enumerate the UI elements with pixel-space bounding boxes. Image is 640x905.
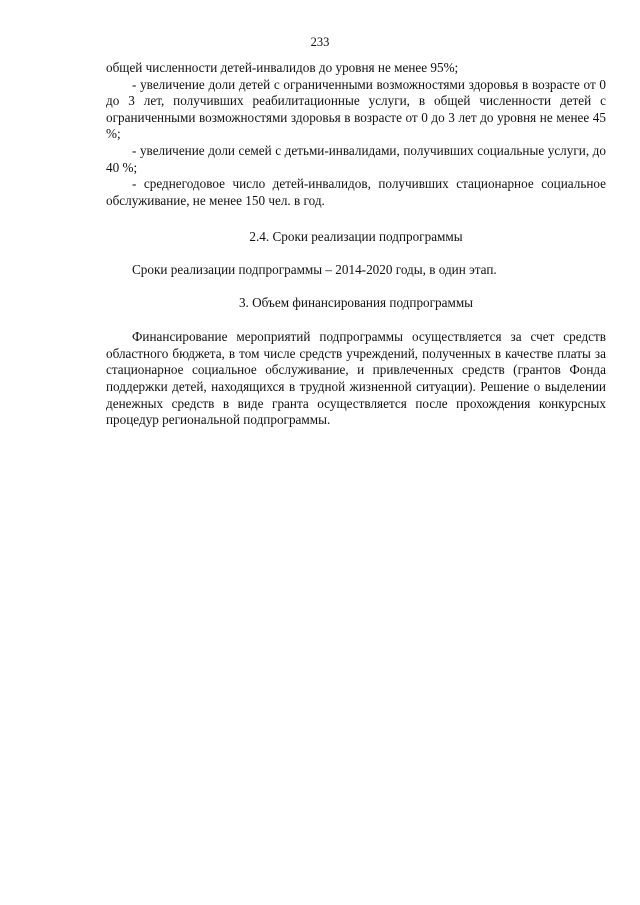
section-heading-timeline: 2.4. Сроки реализации подпрограммы bbox=[249, 229, 463, 245]
list-item: - среднегодовое число детей-инвалидов, получивших стационарное социальное обслуживание, не менее 150 чел. в год. bbox=[106, 176, 606, 208]
page-number: 233 bbox=[310, 35, 330, 49]
list-item-continuation: общей численности детей-инвалидов до уровня не менее 95%; bbox=[106, 60, 459, 75]
section-heading-funding: 3. Объем финансирования подпрограммы bbox=[238, 294, 474, 310]
list-item: - увеличение доли семей с детьми-инвалидами, получивших социальные услуги, до 40 %; bbox=[106, 142, 606, 175]
page-content bbox=[106, 60, 606, 429]
timeline-text: Сроки реализации подпрограммы – 2014-2020 годы, в один этап. bbox=[132, 261, 497, 277]
list-item: - увеличение доли детей с ограниченными возможностями здоровья в возрасте от 0 до 3 лет, получивших реабилитационные услуги, в общей численности детей с ограниченными возможностями здоровья в возрасте от 0 до 3 лет до уровня не менее 45 %; bbox=[106, 76, 606, 142]
funding-text: Финансирование мероприятий подпрограммы осуществляется за счет средств областного бюджета, в том числе средств учреждений, полученных в качестве платы за стационарное социальное обслуживание, и привлеченных средств (грантов Фонда поддержки детей, находящихся в трудной жизненной ситуации). Решение о выделении денежных средств в виде гранта осуществляется после прохождения конкурсных процедур региональной подпрограммы. bbox=[106, 329, 606, 428]
